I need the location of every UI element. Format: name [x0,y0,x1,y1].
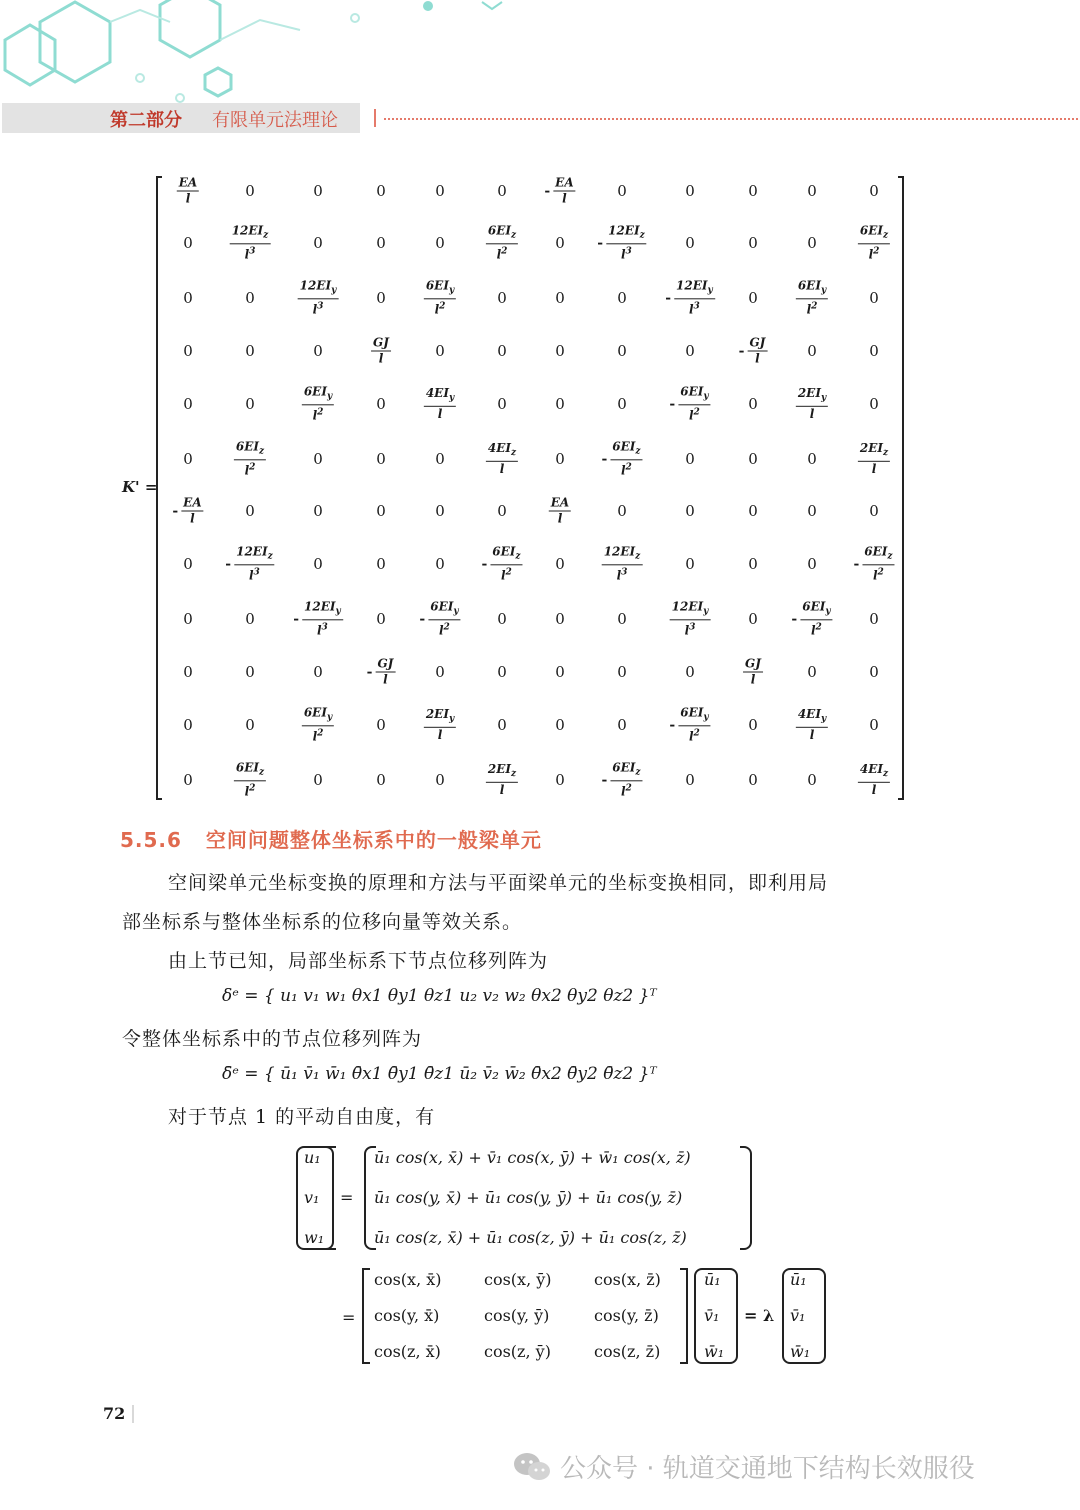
matrix-left-bracket [156,176,162,800]
part-label: 第二部分 [110,110,182,131]
matrix-cell: $\frac{EA}{l}$ [178,175,198,206]
matrix-cell: 0 [313,663,323,681]
cos-matrix-cell: cos(x, ȳ) [484,1270,552,1289]
matrix-cell: 0 [376,182,386,200]
matrix-cell: 0 [617,342,627,360]
matrix-right-bracket [898,176,904,800]
matrix-cell: 0 [435,502,445,520]
matrix-cell: 0 [617,716,627,734]
matrix-cell: $\frac{6EI_y}{l^2}$ [303,384,333,423]
matrix-cell: 0 [807,771,817,789]
matrix-cell: 0 [555,771,565,789]
matrix-cell: 0 [748,289,758,307]
page-number-bar [132,1405,134,1423]
matrix-cell: 0 [497,289,507,307]
matrix-cell: 0 [869,342,879,360]
matrix-cell: 0 [245,663,255,681]
matrix-cell: 0 [376,395,386,413]
matrix-cell: $\frac{4EI_z}{l}$ [487,440,517,477]
matrix-cell: 0 [807,663,817,681]
matrix-cell: $\frac{6EI_z}{l^2}$ [487,223,517,262]
matrix-cell: - $\frac{6EI_z}{l^2}$ [601,760,641,799]
bar-vector-term: ū₁ [790,1270,807,1289]
expanded-row: ū₁ cos(y, x̄) + ū₁ cos(y, ȳ) + ū₁ cos(y, z̄) [374,1188,683,1207]
matrix-cell: $\frac{12EI_y}{l^3}$ [671,599,709,638]
matrix-cell: 0 [183,663,193,681]
matrix-cell: - $\frac{6EI_y}{l^2}$ [419,599,459,638]
matrix-cell: 0 [748,610,758,628]
matrix-cell: $\frac{4EI_y}{l}$ [797,706,827,743]
matrix-cell: $\frac{EA}{l}$ [550,495,570,526]
matrix-cell: 0 [435,234,445,252]
matrix-cell: 0 [807,555,817,573]
matrix-cell: $\frac{6EI_y}{l^2}$ [303,705,333,744]
matrix-cell: 0 [555,716,565,734]
matrix-cell: 0 [685,450,695,468]
matrix-cell: 0 [807,502,817,520]
cos-matrix-right-bracket [680,1268,688,1364]
matrix-cell: 0 [245,502,255,520]
paragraph-line: 空间梁单元坐标变换的原理和方法与平面梁单元的坐标变换相同，即利用局 [168,872,829,894]
matrix-cell: 0 [183,610,193,628]
matrix-cell: 0 [555,610,565,628]
matrix-cell: 0 [376,771,386,789]
matrix-cell: 0 [313,342,323,360]
matrix-cell: 0 [435,555,445,573]
matrix-cell: 0 [748,234,758,252]
matrix-cell: $\frac{6EI_z}{l^2}$ [235,760,265,799]
matrix-cell: 0 [497,502,507,520]
matrix-cell: - $\frac{6EI_y}{l^2}$ [791,599,831,638]
matrix-cell: 0 [555,450,565,468]
paragraph-line: 部坐标系与整体坐标系的位移向量等效关系。 [122,911,523,933]
matrix-cell: 0 [313,182,323,200]
watermark-text: 公众号 · 轨道交通地下结构长效服役 [560,1454,975,1484]
matrix-cell: 0 [497,395,507,413]
matrix-cell: 0 [869,289,879,307]
matrix-cell: 0 [435,182,445,200]
matrix-cell: 0 [183,234,193,252]
matrix-cell: 0 [376,502,386,520]
matrix-cell: $\frac{12EI_y}{l^3}$ [299,278,337,317]
matrix-cell: 0 [376,555,386,573]
matrix-cell: 0 [748,182,758,200]
matrix-cell: - $\frac{GJ}{l}$ [366,656,394,687]
expanded-right-brace [740,1146,752,1250]
matrix-cell: 0 [685,771,695,789]
matrix-cell: 0 [313,555,323,573]
matrix-cell: $\frac{2EI_z}{l}$ [487,761,517,798]
lhs-term: u₁ [304,1148,321,1167]
matrix-cell: 0 [617,610,627,628]
matrix-cell: 0 [869,395,879,413]
page-number: 72 [103,1404,126,1423]
matrix-cell: 0 [555,289,565,307]
matrix-cell: 0 [685,555,695,573]
global-displacement-vector: δ̄ᵉ = { ū₁ v̄₁ w̄₁ θ̄x1 θ̄y1 θ̄z1 ū₂ v̄₂ w̄₂ θ̄x2 θ̄y2 θ̄z2 }ᵀ [222,1064,657,1084]
matrix-cell: 0 [617,663,627,681]
matrix-cell: 0 [183,289,193,307]
cos-matrix-cell: cos(z, z̄) [594,1342,661,1361]
expanded-row: ū₁ cos(x, x̄) + v̄₁ cos(x, ȳ) + w̄₁ cos(x, z̄) [374,1148,691,1167]
matrix-cell: 0 [376,610,386,628]
matrix-cell: $\frac{GJ}{l}$ [373,335,389,366]
matrix-cell: 0 [183,450,193,468]
matrix-cell: 0 [313,450,323,468]
matrix-cell: - $\frac{12EI_z}{l^3}$ [597,223,645,262]
matrix-cell: 0 [617,502,627,520]
matrix-cell: 0 [435,771,445,789]
header-dotted-rule [384,118,1078,120]
section-title [120,824,542,853]
matrix-cell: 0 [376,450,386,468]
matrix-cell: 0 [555,234,565,252]
cos-matrix-cell: cos(y, x̄) [374,1306,440,1325]
matrix-cell: $\frac{6EI_z}{l^2}$ [859,223,889,262]
paragraph-line: 令整体坐标系中的节点位移列阵为 [122,1028,423,1050]
matrix-cell: 0 [245,182,255,200]
paragraph-line: 由上节已知，局部坐标系下节点位移列阵为 [168,950,549,972]
matrix-cell: 0 [376,234,386,252]
matrix-cell: 0 [869,610,879,628]
matrix-cell: - $\frac{6EI_z}{l^2}$ [481,544,521,583]
matrix-cell: $\frac{2EI_y}{l}$ [425,706,455,743]
matrix-cell: $\frac{6EI_z}{l^2}$ [235,439,265,478]
matrix-cell: - $\frac{6EI_y}{l^2}$ [669,384,709,423]
matrix-cell: 0 [685,342,695,360]
matrix-cell: $\frac{2EI_z}{l}$ [859,440,889,477]
equals-sign: = [340,1188,354,1207]
matrix-cell: 0 [555,395,565,413]
matrix-cell: $\frac{6EI_y}{l^2}$ [425,278,455,317]
matrix-cell: 0 [555,342,565,360]
matrix-cell: $\frac{2EI_y}{l}$ [797,385,827,422]
matrix-cell: - $\frac{6EI_z}{l^2}$ [853,544,893,583]
matrix-cell: 0 [807,182,817,200]
matrix-cell: 0 [497,610,507,628]
matrix-cell: 0 [183,395,193,413]
matrix-cell: - $\frac{6EI_z}{l^2}$ [601,439,641,478]
matrix-cell: 0 [869,663,879,681]
cos-matrix-cell: cos(x, z̄) [594,1270,661,1289]
matrix-cell: 0 [183,342,193,360]
matrix-cell: 0 [807,234,817,252]
header-divider [374,109,376,127]
matrix-cell: $\frac{4EI_z}{l}$ [859,761,889,798]
matrix-cell: - $\frac{EA}{l}$ [544,175,574,206]
matrix-cell: $\frac{4EI_y}{l}$ [425,385,455,422]
cos-matrix-cell: cos(x, x̄) [374,1270,442,1289]
matrix-cell: 0 [313,502,323,520]
matrix-cell: 0 [555,663,565,681]
matrix-cell: 0 [245,395,255,413]
matrix-cell: 0 [497,663,507,681]
matrix-cell: 0 [748,502,758,520]
matrix-cell: 0 [245,610,255,628]
expanded-row: ū₁ cos(z, x̄) + ū₁ cos(z, ȳ) + ū₁ cos(z, z̄) [374,1228,687,1247]
matrix-cell: $\frac{GJ}{l}$ [745,656,761,687]
cos-matrix-left-bracket [362,1268,370,1364]
matrix-cell: - $\frac{6EI_y}{l^2}$ [669,705,709,744]
matrix-cell: 0 [555,555,565,573]
matrix-cell: 0 [617,395,627,413]
cos-matrix-cell: cos(z, ȳ) [484,1342,551,1361]
bar-vector-term: ū₁ [704,1270,721,1289]
matrix-cell: 0 [183,771,193,789]
bar-vector-term: w̄₁ [790,1342,811,1361]
matrix-cell: - $\frac{GJ}{l}$ [738,335,766,366]
bar-vector-term: w̄₁ [704,1342,725,1361]
matrix-cell: 0 [748,450,758,468]
lambda-equals: = λ [744,1306,775,1325]
bar-vector-term: v̄₁ [704,1306,720,1325]
lhs-right-brace [318,1146,334,1250]
section-number: 5.5.6 [120,828,182,852]
matrix-cell: 0 [748,555,758,573]
matrix-cell: 0 [748,771,758,789]
matrix-cell: 0 [869,716,879,734]
matrix-cell: 0 [435,342,445,360]
matrix-cell: 0 [245,716,255,734]
matrix-cell: - $\frac{EA}{l}$ [172,495,202,526]
matrix-cell: 0 [435,663,445,681]
matrix-cell: 0 [313,234,323,252]
matrix-cell: 0 [685,182,695,200]
matrix-cell: 0 [497,182,507,200]
lhs-term: v₁ [304,1188,320,1207]
matrix-cell: 0 [245,342,255,360]
hexagon-decoration [0,0,560,104]
local-displacement-vector: δᵉ = { u₁ v₁ w₁ θx1 θy1 θz1 u₂ v₂ w₂ θx2 θy2 θz2 }ᵀ [222,986,657,1006]
watermark [512,1448,975,1485]
matrix-cell: $\frac{6EI_y}{l^2}$ [797,278,827,317]
matrix-cell: 0 [685,234,695,252]
section-heading: 空间问题整体坐标系中的一般梁单元 [205,828,542,852]
matrix-cell: 0 [183,555,193,573]
matrix-cell: 0 [807,342,817,360]
matrix-cell: 0 [497,342,507,360]
matrix-cell: 0 [435,450,445,468]
cos-matrix-cell: cos(y, ȳ) [484,1306,550,1325]
matrix-cell: - $\frac{12EI_y}{l^3}$ [293,599,341,638]
matrix-cell: 0 [376,716,386,734]
matrix-cell: $\frac{12EI_z}{l^3}$ [603,544,641,583]
matrix-cell: 0 [869,182,879,200]
chapter-label: 有限单元法理论 [212,110,338,131]
wechat-icon [512,1451,552,1483]
matrix-cell: 0 [313,771,323,789]
matrix-cell: 0 [685,502,695,520]
equals-sign: = [342,1308,356,1327]
matrix-cell: 0 [748,395,758,413]
matrix-cell: 0 [617,289,627,307]
matrix-cell: 0 [685,663,695,681]
matrix-cell: 0 [807,450,817,468]
matrix-label: K' = [122,478,158,496]
matrix-cell: - $\frac{12EI_y}{l^3}$ [665,278,713,317]
matrix-cell: 0 [497,716,507,734]
matrix-cell: 0 [617,182,627,200]
matrix-cell: $\frac{12EI_z}{l^3}$ [231,223,269,262]
cos-matrix-cell: cos(z, x̄) [374,1342,441,1361]
matrix-cell: 0 [376,289,386,307]
matrix-cell: - $\frac{12EI_z}{l^3}$ [225,544,273,583]
lhs-term: w₁ [304,1228,325,1247]
bar-vector-term: v̄₁ [790,1306,806,1325]
cos-matrix-cell: cos(y, z̄) [594,1306,659,1325]
paragraph-line: 对于节点 1 的平动自由度，有 [168,1106,436,1128]
matrix-cell: 0 [748,716,758,734]
matrix-cell: 0 [869,502,879,520]
matrix-cell: 0 [183,716,193,734]
matrix-cell: 0 [245,289,255,307]
